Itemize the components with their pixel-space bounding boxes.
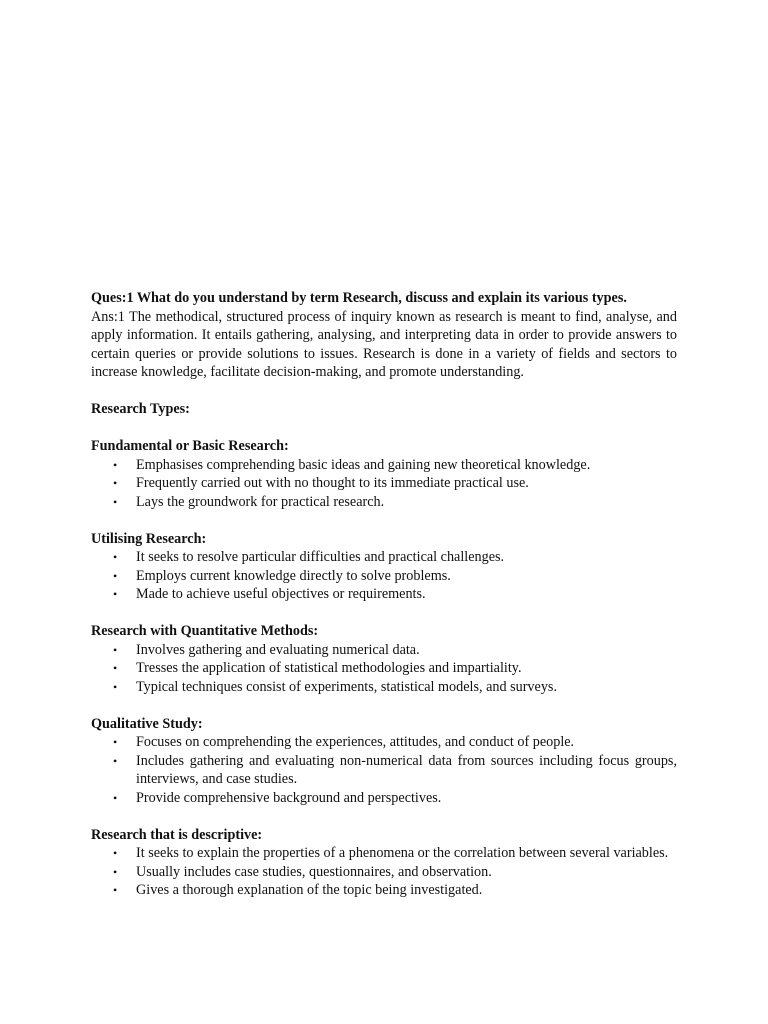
list-item (91, 659, 677, 678)
bullet-icon: • (113, 587, 118, 601)
list-item (91, 493, 677, 512)
section-title: Qualitative Study: (91, 715, 203, 732)
bullet-icon: • (113, 679, 118, 694)
list-item (91, 548, 677, 567)
list-item-text: Lays the groundwork for practical research. (136, 493, 385, 510)
bullet-list (91, 548, 677, 604)
list-item (91, 844, 677, 863)
list-item-text: It seeks to explain the properties of a phenomena or the correlation between several variables. (136, 845, 669, 861)
section-title: Utilising Research: (91, 530, 207, 547)
bullet-icon: • (113, 846, 118, 860)
document-page (91, 289, 677, 900)
bullet-icon: • (113, 550, 118, 564)
list-item-text: Frequently carried out with no thought to its immediate practical use. (136, 475, 529, 491)
section-title: Research with Quantitative Methods: (91, 623, 319, 639)
list-item (91, 474, 677, 493)
list-item-text: Tresses the application of statistical methodologies and impartiality. (136, 660, 522, 676)
list-item (91, 733, 677, 752)
section-fundamental (91, 437, 677, 511)
list-item (91, 881, 677, 900)
bullet-icon: • (113, 494, 118, 509)
research-types-heading: Research Types: (91, 401, 190, 417)
section-descriptive (91, 826, 677, 900)
bullet-icon: • (113, 476, 118, 490)
section-utilising (91, 530, 677, 604)
question-heading: Ques:1 What do you understand by term Research, discuss and explain its various types. (91, 290, 627, 306)
list-item-text: Focuses on comprehending the experiences, attitudes, and conduct of people. (136, 734, 575, 750)
bullet-icon: • (113, 864, 118, 879)
list-item (91, 752, 677, 789)
list-item (91, 456, 677, 475)
list-item-text: Gives a thorough explanation of the topic being investigated. (136, 882, 483, 898)
list-item-text: Typical techniques consist of experiments, statistical models, and surveys. (136, 678, 557, 695)
section-title: Research that is descriptive: (91, 826, 263, 843)
list-item-text: Usually includes case studies, questionnaires, and observation. (136, 863, 492, 880)
section-title: Fundamental or Basic Research: (91, 438, 289, 454)
list-item (91, 789, 677, 808)
list-item (91, 567, 677, 586)
list-item-text: It seeks to resolve particular difficulties and practical challenges. (136, 549, 505, 565)
answer-paragraph: Ans:1 The methodical, structured process of inquiry known as research is meant to find, analyse, and apply information. It entails gathering, analysing, and interpreting data in order to provide answers to certain queries or provide solutions to issues. Research is done in a variety of fields and sectors to increase knowledge, facilitate decision-making, and promote understanding. (91, 308, 677, 380)
list-item (91, 641, 677, 660)
list-item (91, 863, 677, 882)
bullet-icon: • (113, 568, 118, 583)
list-item-text: Employs current knowledge directly to solve problems. (136, 567, 451, 584)
list-item (91, 678, 677, 697)
list-item-text: Made to achieve useful objectives or requirements. (136, 586, 426, 602)
bullet-icon: • (113, 753, 118, 768)
bullet-icon: • (113, 790, 118, 805)
bullet-icon: • (113, 457, 118, 472)
bullet-icon: • (113, 642, 118, 657)
list-item-text: Emphasises comprehending basic ideas and gaining new theoretical knowledge. (136, 456, 591, 473)
bullet-list (91, 456, 677, 512)
section-quantitative (91, 622, 677, 696)
list-item-text: Involves gathering and evaluating numerical data. (136, 641, 420, 658)
bullet-list (91, 641, 677, 697)
list-item-text: Provide comprehensive background and perspectives. (136, 789, 442, 806)
bullet-icon: • (113, 735, 118, 749)
bullet-icon: • (113, 661, 118, 675)
bullet-list (91, 844, 677, 900)
list-item (91, 585, 677, 604)
section-qualitative (91, 715, 677, 808)
bullet-icon: • (113, 883, 118, 897)
list-item-text: Includes gathering and evaluating non-numerical data from sources including focus groups, interviews, and case studies. (136, 752, 677, 787)
bullet-list (91, 733, 677, 807)
